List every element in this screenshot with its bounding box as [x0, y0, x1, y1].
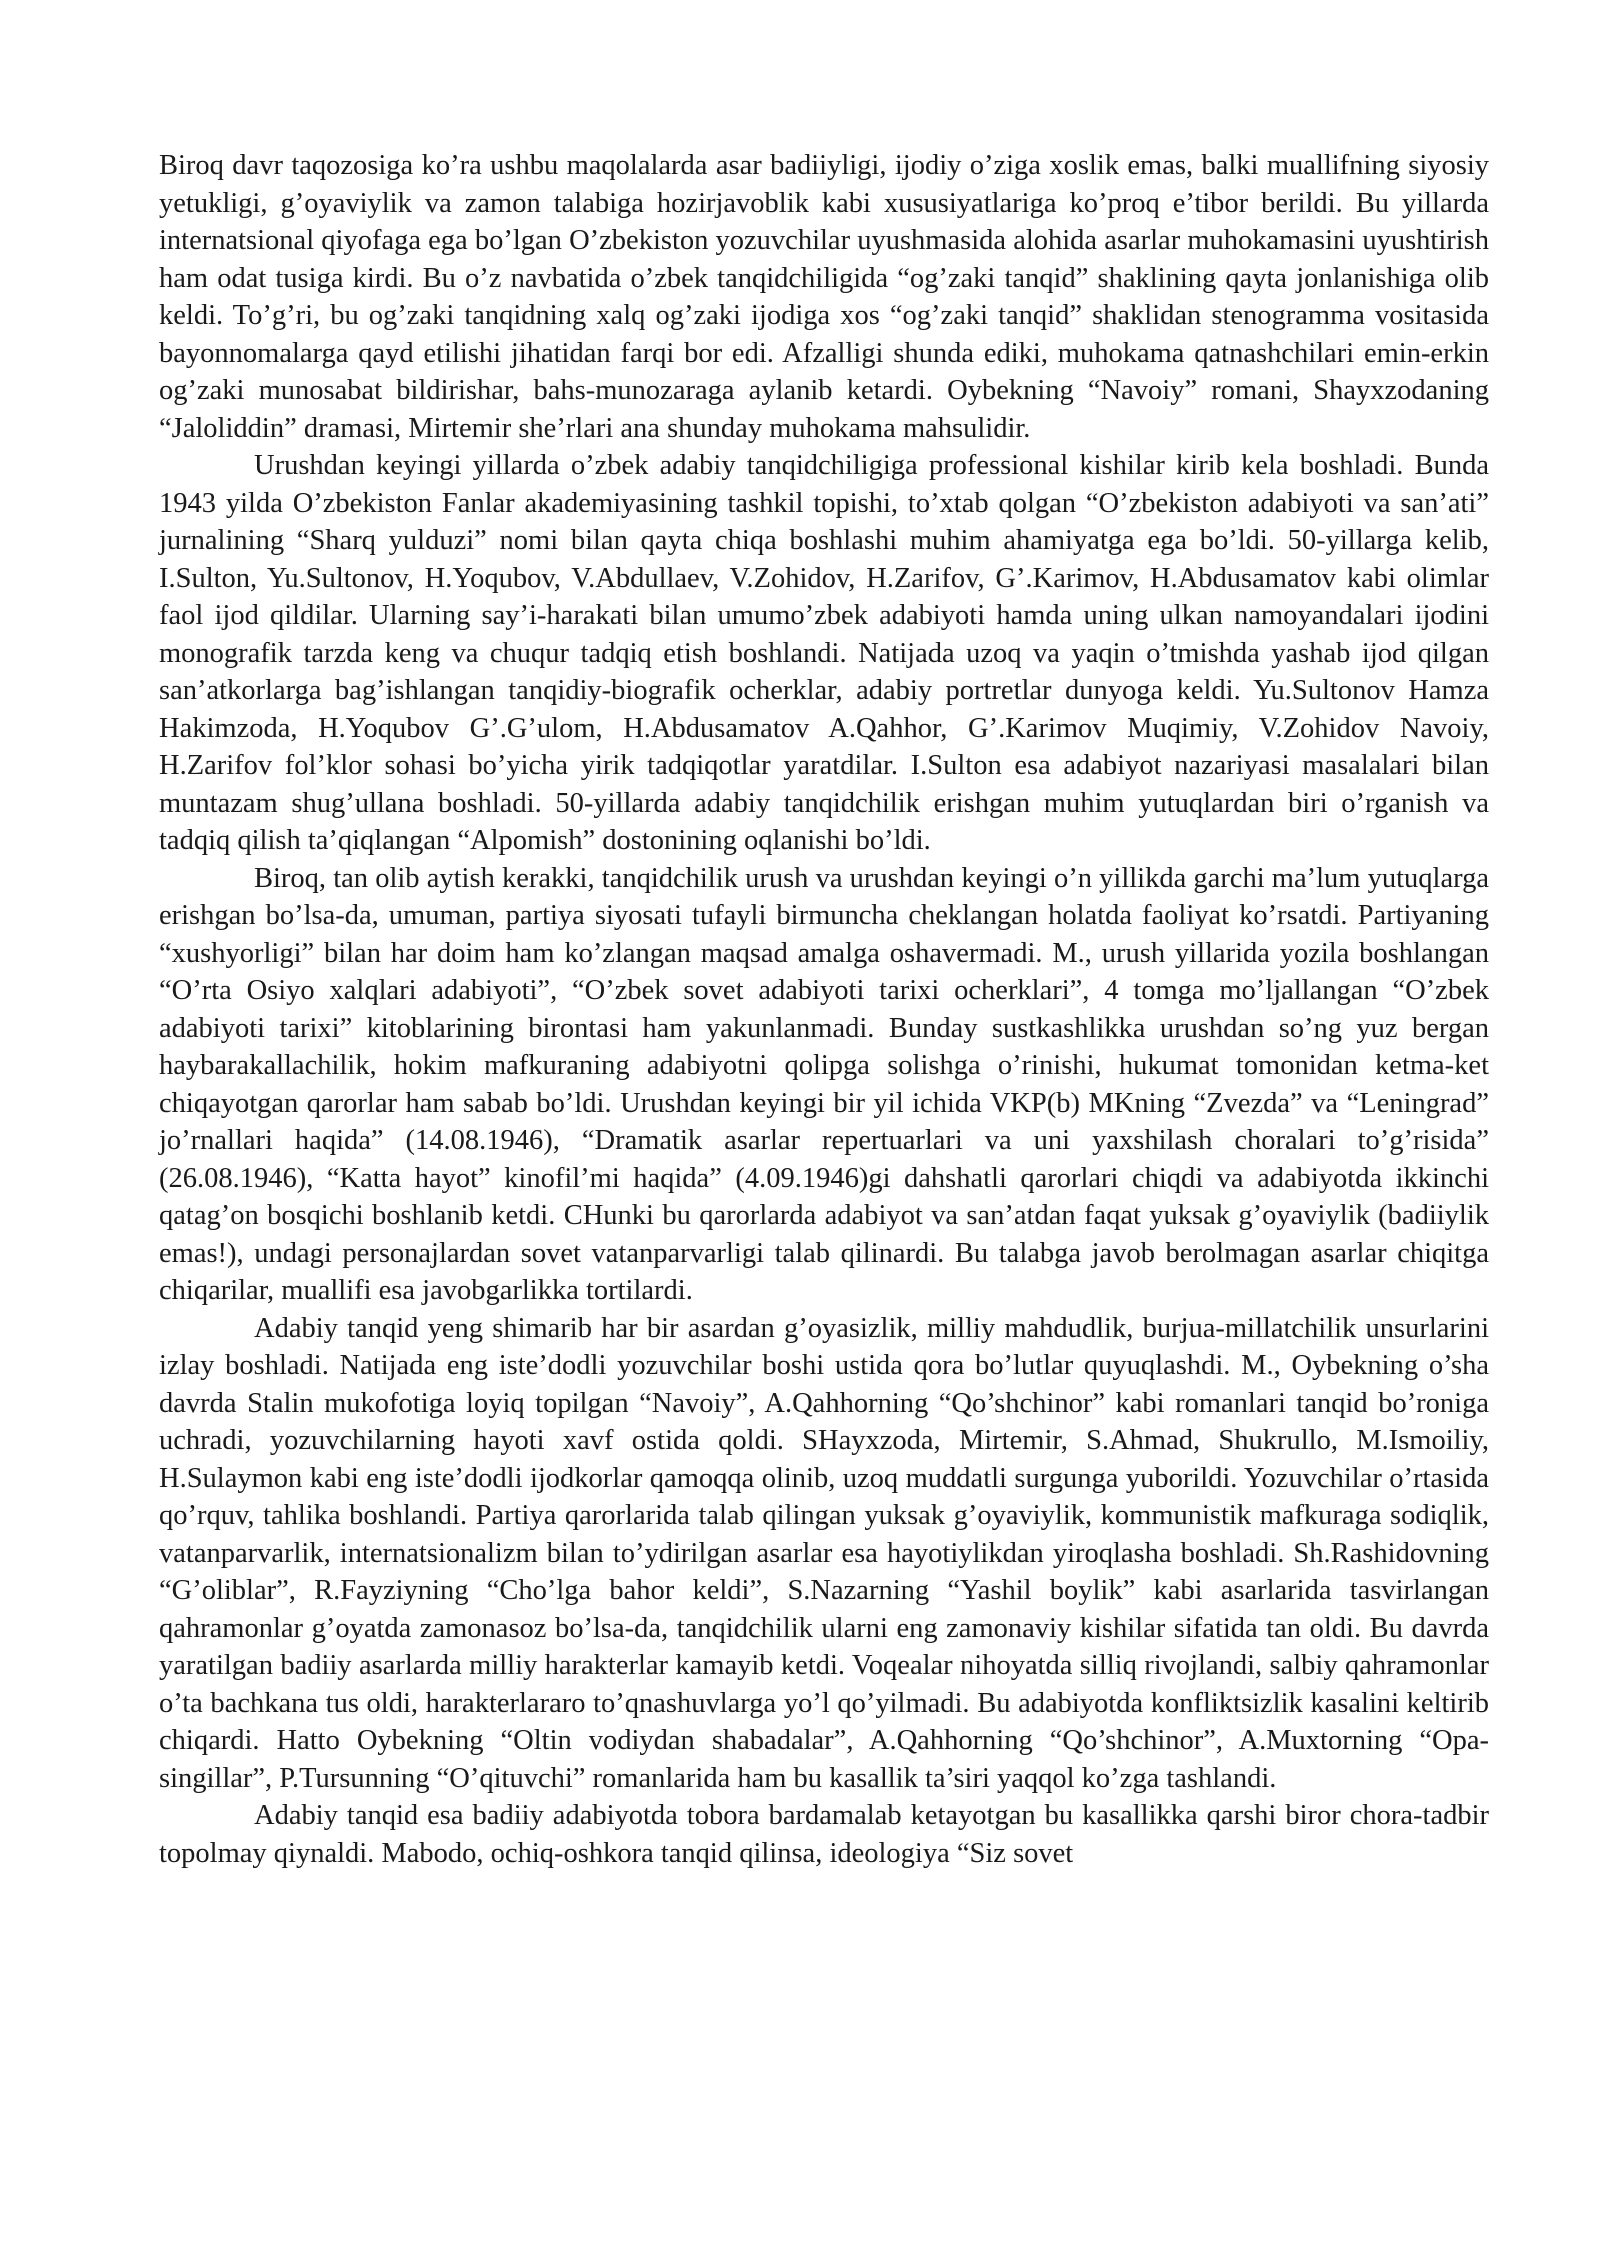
paragraph-1: Biroq davr taqozosiga ko’ra ushbu maqolalarda asar badiiyligi, ijodiy o’ziga xoslik emas, balki muallifning siyosiy yetukligi, g’oyaviylik va zamon talabiga hozirjavoblik kabi xususiyatlariga ko’proq e’tibor berildi. Bu yillarda internatsional qiyofaga ega bo’lgan O’zbekiston yozuvchilar uyushmasida alohida asarlar muhokamasini uyushtirish ham odat tusiga kirdi. Bu o’z navbatida o’zbek tanqidchiligida “og’zaki tanqid” shaklining qayta jonlanishiga olib keldi. To’g’ri, bu og’zaki tanqidning xalq og’zaki ijodiga xos “og’zaki tanqid” shaklidan stenogramma vositasida bayonnomalarga qayd etilishi jihatidan farqi bor edi. Afzalligi shunda ediki, muhokama qatnashchilari emin-erkin og’zaki munosabat bildirishar, bahs-munozaraga aylanib ketardi. Oybekning “Navoiy” romani, Shayxzodaning “Jaloliddin” dramasi, Mirtemir she’rlari ana shunday muhokama mahsulidir.: [159, 150, 1489, 444]
paragraph-4: Adabiy tanqid yeng shimarib har bir asardan g’oyasizlik, milliy mahdudlik, burjua-millatchilik unsurlarini izlay boshladi. Natijada eng iste’dodli yozuvchilar boshi ustida qora bo’lutlar quyuqlashdi. M., Oybekning o’sha davrda Stalin mukofotiga loyiq topilgan “Navoiy”, A.Qahhorning “Qo’shchinor” kabi romanlari tanqid bo’roniga uchradi, yozuvchilarning hayoti xavf ostida qoldi. SHayxzoda, Mirtemir, S.Ahmad, Shukrullo, M.Ismoiliy, H.Sulaymon kabi eng iste’dodli ijodkorlar qamoqqa olinib, uzoq muddatli surgunga yuborildi. Yozuvchilar o’rtasida qo’rquv, tahlika boshlandi. Partiya qarorlarida talab qilingan yuksak g’oyaviylik, kommunistik mafkuraga sodiqlik, vatanparvarlik, internatsionalizm bilan to’ydirilgan asarlar esa hayotiylikdan yiroqlasha boshladi. Sh.Rashidovning “G’oliblar”, R.Fayziyning “Cho’lga bahor keldi”, S.Nazarning “Yashil boylik” kabi asarlarida tasvirlangan qahramonlar g’oyatda zamonasoz bo’lsa-da, tanqidchilik ularni eng zamonaviy kishilar sifatida tan oldi. Bu davrda yaratilgan badiiy asarlarda milliy harakterlar kamayib ketdi. Voqealar nihoyatda silliq rivojlandi, salbiy qahramonlar o’ta bachkana tus oldi, harakterlararo to’qnashuvlarga yo’l qo’yilmadi. Bu adabiyotda konfliktsizlik kasalini keltirib chiqardi. Hatto Oybekning “Oltin vodiydan shabadalar”, A.Qahhorning “Qo’shchinor”, A.Muxtorning “Opa-singillar”, P.Tursunning “O’qituvchi” romanlarida ham bu kasallik ta’siri yaqqol ko’zga tashlandi.: [159, 1312, 1489, 1794]
paragraph-2: Urushdan keyingi yillarda o’zbek adabiy tanqidchiligiga professional kishilar kirib kela boshladi. Bunda 1943 yilda O’zbekiston Fanlar akademiyasining tashkil topishi, to’xtab qolgan “O’zbekiston adabiyoti va san’ati” jurnalining “Sharq yulduzi” nomi bilan qayta chiqa boshlashi muhim ahamiyatga ega bo’ldi. 50-yillarga kelib, I.Sulton, Yu.Sultonov, H.Yoqubov, V.Abdullaev, V.Zohidov, H.Zarifov, G’.Karimov, H.Abdusamatov kabi olimlar faol ijod qildilar. Ularning say’i-harakati bilan umumo’zbek adabiyoti hamda uning ulkan namoyandalari ijodini monografik tarzda keng va chuqur tadqiq etish boshlandi. Natijada uzoq va yaqin o’tmishda yashab ijod qilgan san’atkorlarga bag’ishlangan tanqidiy-biografik ocherklar, adabiy portretlar dunyoga keldi. Yu.Sultonov Hamza Hakimzoda, H.Yoqubov G’.G’ulom, H.Abdusamatov A.Qahhor, G’.Karimov Muqimiy, V.Zohidov Navoiy, H.Zarifov fol’klor sohasi bo’yicha yirik tadqiqotlar yaratdilar. I.Sulton esa adabiyot nazariyasi masalalari bilan muntazam shug’ullana boshladi. 50-yillarda adabiy tanqidchilik erishgan muhim yutuqlardan biri o’rganish va tadqiq qilish ta’qiqlangan “Alpomish” dostonining oqlanishi bo’ldi.: [159, 450, 1489, 856]
document-body: [159, 147, 1489, 1872]
paragraph-3: Biroq, tan olib aytish kerakki, tanqidchilik urush va urushdan keyingi o’n yillikda garchi ma’lum yutuqlarga erishgan bo’lsa-da, umuman, partiya siyosati tufayli birmuncha cheklangan holatda faoliyat ko’rsatdi. Partiyaning “xushyorligi” bilan har doim ham ko’zlangan maqsad amalga oshavermadi. M., urush yillarida yozila boshlangan “O’rta Osiyo xalqlari adabiyoti”, “O’zbek sovet adabiyoti tarixi ocherklari”, 4 tomga mo’ljallangan “O’zbek adabiyoti tarixi” kitoblarining birontasi ham yakunlanmadi. Bunday sustkashlikka urushdan so’ng yuz bergan haybarakallachilik, hokim mafkuraning adabiyotni qolipga solishga o’rinishi, hukumat tomonidan ketma-ket chiqayotgan qarorlar ham sabab bo’ldi. Urushdan keyingi bir yil ichida VKP(b) MKning “Zvezda” va “Leningrad” jo’rnallari haqida” (14.08.1946), “Dramatik asarlar repertuarlari va uni yaxshilash choralari to’g’risida” (26.08.1946), “Katta hayot” kinofil’mi haqida” (4.09.1946)gi dahshatli qarorlari chiqdi va adabiyotda ikkinchi qatag’on bosqichi boshlanib ketdi. CHunki bu qarorlarda adabiyot va san’atdan faqat yuksak g’oyaviylik (badiiylik emas!), undagi personajlardan sovet vatanparvarligi talab qilinardi. Bu talabga javob berolmagan asarlar chiqitga chiqarilar, muallifi esa javobgarlikka tortilardi.: [159, 862, 1489, 1306]
paragraph-5: Adabiy tanqid esa badiiy adabiyotda tobora bardamalab ketayotgan bu kasallikka qarshi biror chora-tadbir topolmay qiynaldi. Mabodo, ochiq-oshkora tanqid qilinsa, ideologiya “Siz sovet: [159, 1800, 1489, 1869]
